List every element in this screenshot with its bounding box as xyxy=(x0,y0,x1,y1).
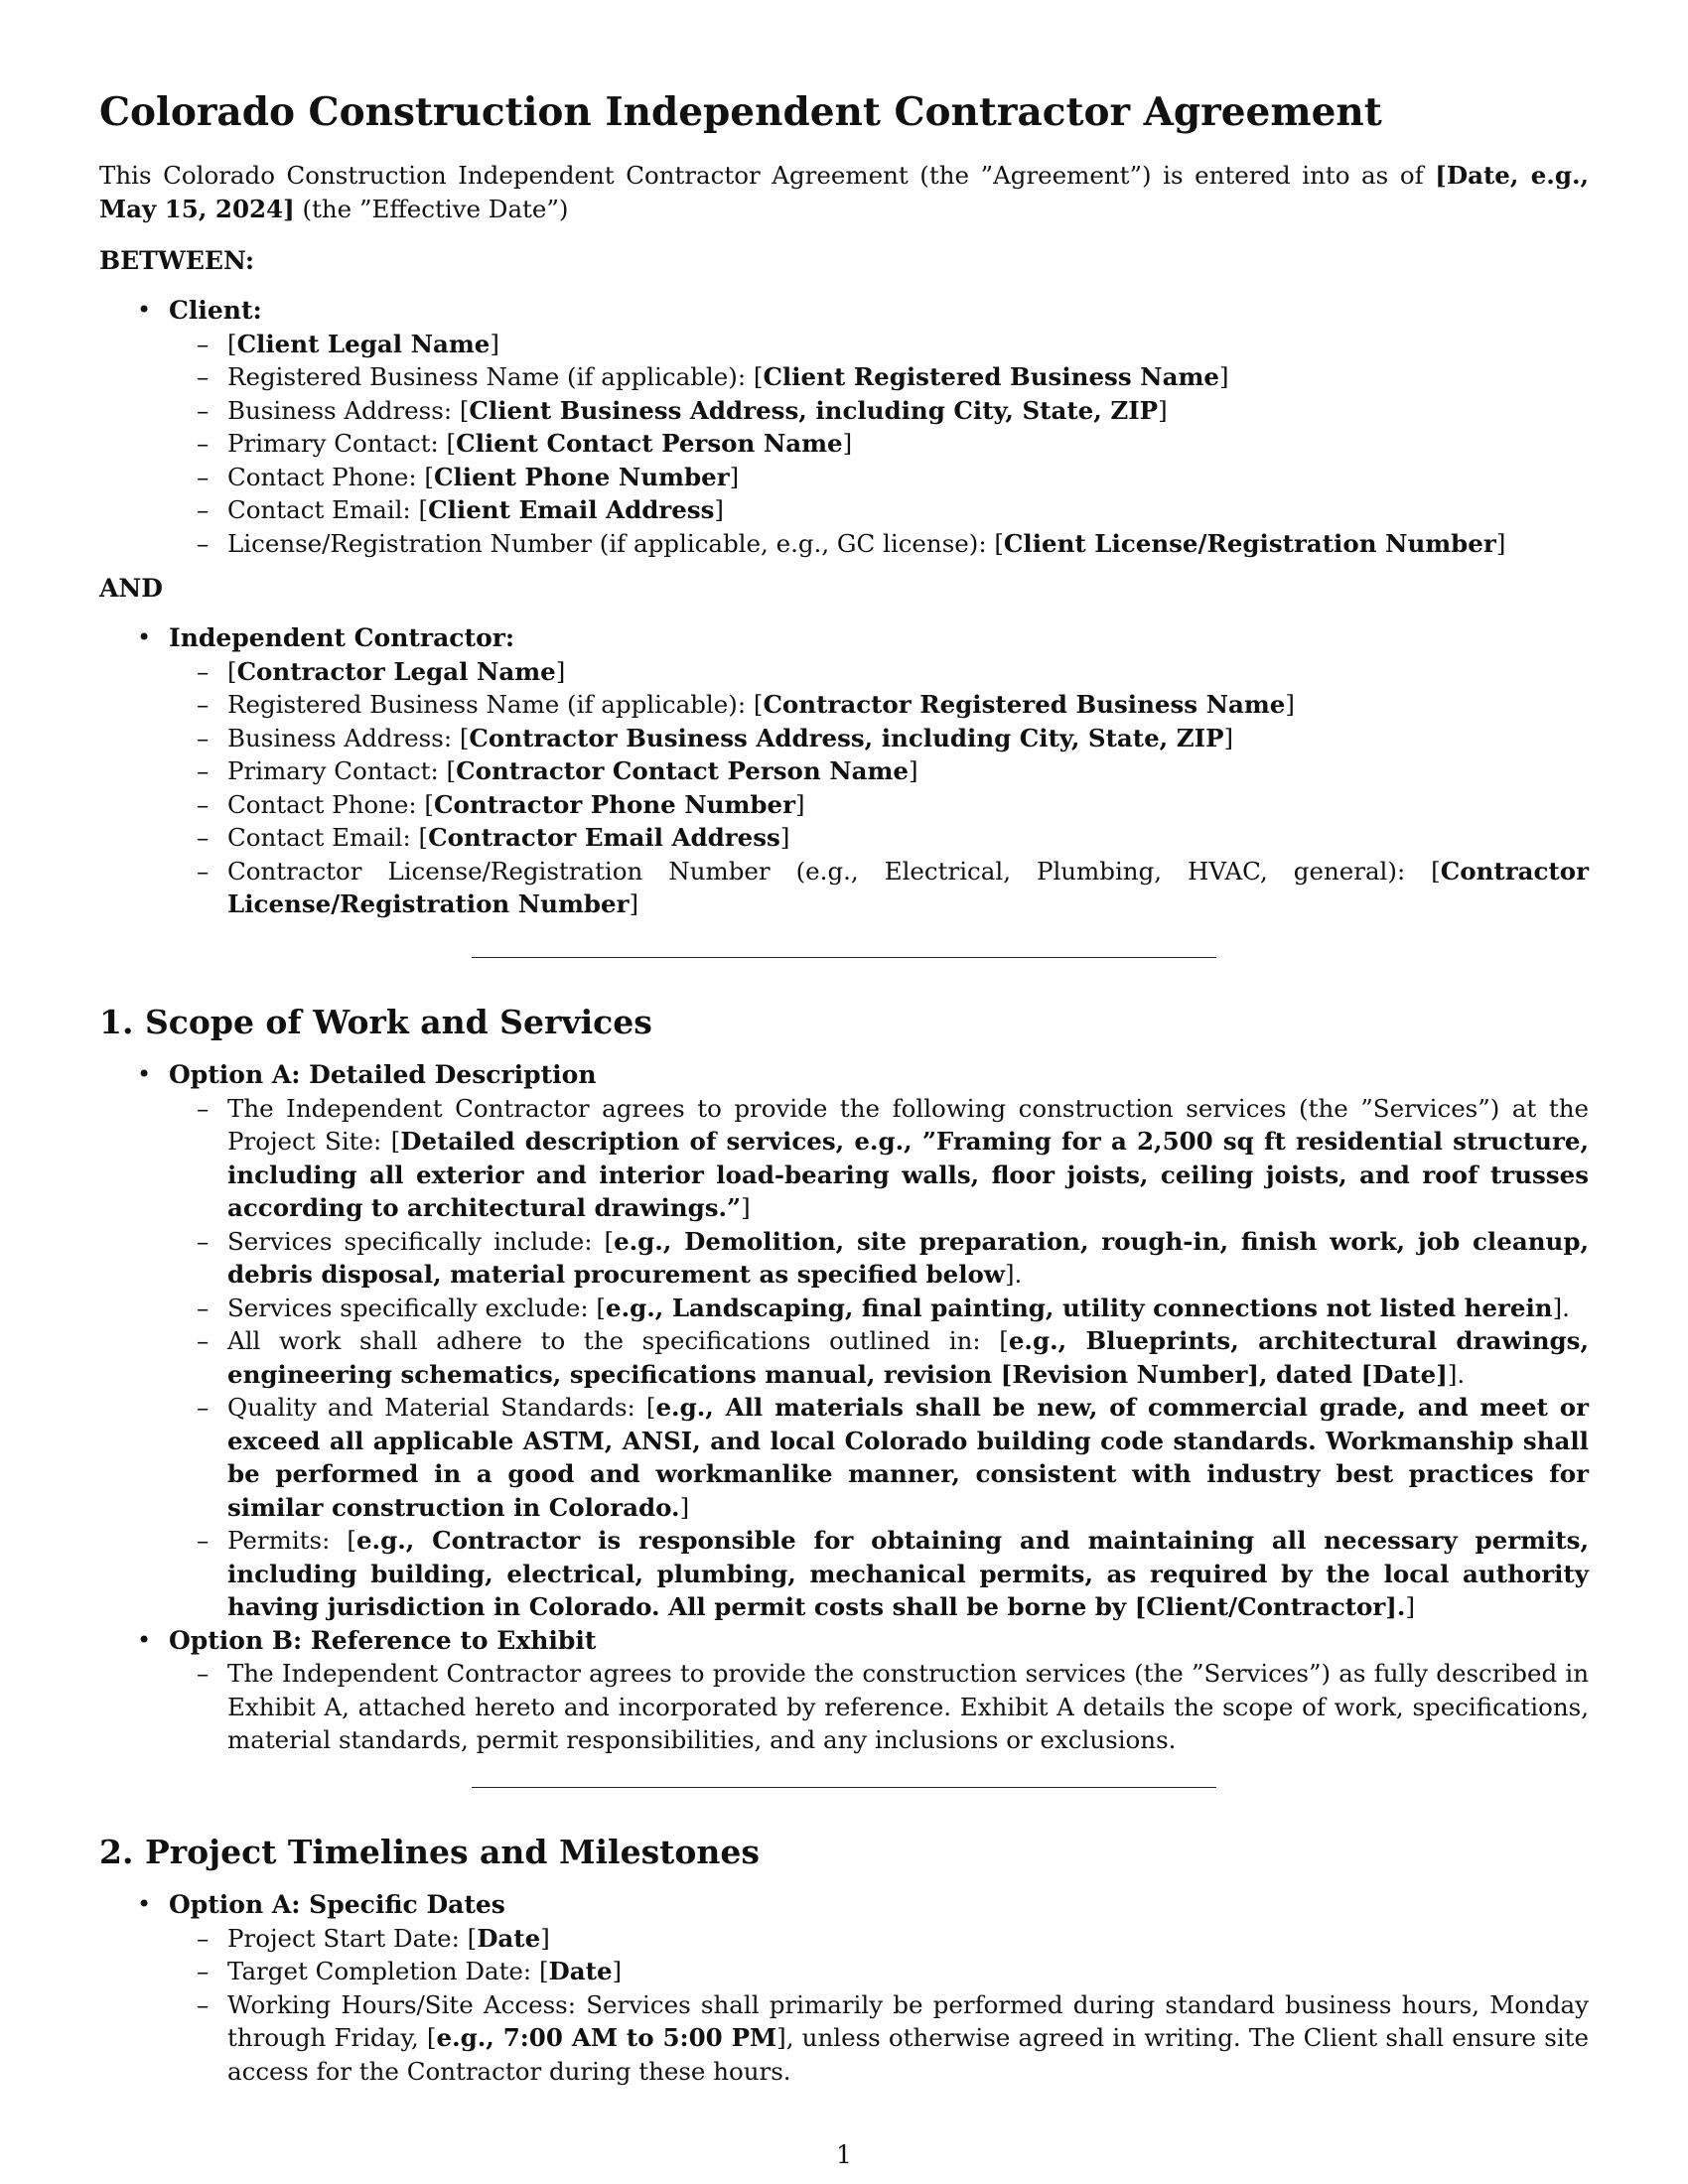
item-text: ]. xyxy=(1004,1260,1023,1289)
item-text: Registered Business Name (if applicable): [ xyxy=(227,690,764,719)
item-text: ] xyxy=(1405,1592,1415,1621)
placeholder-text: Client Email Address xyxy=(428,495,715,524)
list-item xyxy=(169,328,1589,361)
list-item xyxy=(169,1391,1589,1524)
item-text: ] xyxy=(842,429,853,458)
placeholder-text: Contractor Business Address, including City, State, ZIP xyxy=(469,723,1224,752)
client-party xyxy=(99,294,1589,560)
item-text: ] xyxy=(679,1492,690,1522)
item-text: Target Completion Date: [ xyxy=(227,1957,549,1985)
list-item xyxy=(169,1324,1589,1391)
section-1-options xyxy=(99,1058,1589,1757)
section-2-option-a xyxy=(99,1888,1589,2088)
list-item xyxy=(169,461,1589,494)
placeholder-text: Client License/Registration Number xyxy=(1003,528,1496,558)
item-text: Registered Business Name (if applicable): [ xyxy=(227,362,764,391)
placeholder-text: Client Registered Business Name xyxy=(763,362,1219,391)
placeholder-text: Contractor Contact Person Name xyxy=(456,756,910,785)
item-text: ] xyxy=(1495,528,1506,558)
item-text: ] xyxy=(795,789,805,819)
placeholder-text: Contractor Registered Business Name xyxy=(763,690,1286,719)
placeholder-text: Contractor Legal Name xyxy=(236,656,556,686)
placeholder-text: Contractor Email Address xyxy=(428,823,780,852)
list-item xyxy=(169,1955,1589,1988)
placeholder-text: Client Business Address, including City, State, ZIP xyxy=(469,395,1159,425)
list-item xyxy=(169,821,1589,855)
list-item xyxy=(169,688,1589,722)
item-text: ] xyxy=(490,329,499,358)
list-item xyxy=(169,1524,1589,1624)
intro-text-2: (the ”Effective Date”) xyxy=(294,194,569,223)
option-a-items xyxy=(169,1092,1589,1624)
placeholder-text: e.g., 7:00 AM to 5:00 PM xyxy=(436,2023,777,2052)
list-item xyxy=(169,360,1589,394)
placeholder-text: Date xyxy=(477,1923,541,1953)
item-text: Quality and Material Standards: [ xyxy=(227,1393,656,1422)
item-text: Contact Phone: [ xyxy=(227,789,434,819)
between-label: BETWEEN: xyxy=(99,246,255,275)
placeholder-text: Detailed description of services, e.g., ”Framing for a 2,500 sq ft residential structure, including all exterior and interior load-bearing walls, floor joists, ceiling joists, and roof trusses according to architectural drawings.” xyxy=(227,1127,1589,1222)
placeholder-text: Date xyxy=(548,1957,613,1985)
list-item xyxy=(169,527,1589,561)
item-text: ] xyxy=(1223,723,1234,752)
placeholder-text: e.g., Contractor is responsible for obtaining and maintaining all necessary permits, including building, electrical, plumbing, mechanical permits, as required by the local authority having jurisdiction in Colorado. All permit costs shall be borne by [Client/Contractor]. xyxy=(227,1526,1589,1621)
item-text: Contact Email: [ xyxy=(227,495,429,524)
placeholder-text: e.g., Blueprints, architectural drawings, engineering schematics, specifications manual, revision [Revision Number], dated [Date] xyxy=(227,1326,1589,1389)
placeholder-text: e.g., Demolition, site preparation, rough-in, finish work, job cleanup, debris disposal, material procurement as specified below xyxy=(227,1226,1589,1289)
intro-text-1: This Colorado Construction Independent Contractor Agreement (the ”Agreement”) is entered into as of xyxy=(99,161,1436,190)
item-text: ] xyxy=(612,1957,623,1985)
item-text: ]. xyxy=(1552,1293,1570,1322)
item-text: ] xyxy=(629,889,639,918)
item-text: ] xyxy=(1218,362,1229,391)
document-title: Colorado Construction Independent Contractor Agreement xyxy=(99,89,1382,135)
item-text: Contact Phone: [ xyxy=(227,462,434,491)
list-item xyxy=(169,655,1589,689)
placeholder-text: Client Legal Name xyxy=(236,329,491,358)
list-item xyxy=(169,394,1589,428)
list-item xyxy=(169,1988,1589,2089)
section-2-heading: 2. Project Timelines and Milestones xyxy=(99,1833,760,1871)
item-text: Services specifically exclude: [ xyxy=(227,1293,606,1322)
item-text: Working Hours/Site Access: Services shall primarily be performed during standard business hours, Monday through Friday, [ xyxy=(227,1989,1589,2052)
placeholder-text: Contractor License/Registration Number xyxy=(227,856,1589,918)
list-item xyxy=(169,1657,1589,1757)
contractor-list xyxy=(99,621,1589,921)
item-text: Business Address: [ xyxy=(227,395,470,425)
item-text: ] xyxy=(741,1193,751,1222)
contractor-details xyxy=(169,655,1589,921)
item-text: ] xyxy=(555,656,566,686)
item-text: ], unless otherwise agreed in writing. The Client shall ensure site access for the Contractor during these hours. xyxy=(227,2023,1589,2086)
list-item xyxy=(169,427,1589,461)
item-text: [ xyxy=(227,329,237,358)
list-item xyxy=(169,1092,1589,1225)
section-1-option-b xyxy=(99,1624,1589,1757)
intro-date-placeholder: [Date, e.g., May 15, 2024] xyxy=(99,161,1590,223)
item-text: ] xyxy=(779,823,790,852)
item-text: Contact Email: [ xyxy=(227,823,429,852)
client-label: • Client: xyxy=(169,296,262,325)
list-item xyxy=(169,1292,1589,1325)
item-text: Contractor License/Registration Number (e.g., Electrical, Plumbing, HVAC, general): [ xyxy=(227,856,1441,886)
placeholder-text: Client Phone Number xyxy=(433,462,730,491)
item-text: [ xyxy=(227,656,237,686)
placeholder-text: Contractor Phone Number xyxy=(433,789,796,819)
item-text: ]. xyxy=(1447,1359,1466,1389)
item-text: ] xyxy=(1158,395,1168,425)
item-text: Primary Contact: [ xyxy=(227,756,457,785)
section-2-options xyxy=(99,1888,1589,2088)
placeholder-text: Client Contact Person Name xyxy=(456,429,843,458)
page-number: 1 xyxy=(836,2140,852,2169)
item-text: ] xyxy=(909,756,918,785)
list-item xyxy=(169,788,1589,822)
list-item xyxy=(169,855,1589,921)
option-a-label: • Option A: Detailed Description xyxy=(169,1060,597,1089)
item-text: Primary Contact: [ xyxy=(227,429,457,458)
intro-paragraph xyxy=(99,159,1589,225)
list-item xyxy=(169,1225,1589,1292)
section-divider xyxy=(472,957,1216,958)
option-b-items xyxy=(169,1657,1589,1757)
list-item xyxy=(169,1922,1589,1956)
section-1-option-a xyxy=(99,1058,1589,1624)
section-divider xyxy=(472,1787,1216,1788)
item-text: All work shall adhere to the specifications outlined in: [ xyxy=(227,1326,1009,1355)
item-text: Services specifically include: [ xyxy=(227,1226,615,1256)
item-text: ] xyxy=(714,495,724,524)
item-text: ] xyxy=(729,462,740,491)
contractor-party xyxy=(99,621,1589,921)
list-item xyxy=(169,493,1589,527)
item-text: Project Start Date: [ xyxy=(227,1923,478,1953)
contractor-label: • Independent Contractor: xyxy=(169,623,515,652)
item-text: The Independent Contractor agrees to provide the construction services (the ”Services”) as fully described in Exhibit A, attached hereto and incorporated by reference. Exhibit A details the scope of work, specifications, material standards, permit responsibilities, and any inclusions or exclusions. xyxy=(227,1659,1589,1754)
item-text: ] xyxy=(540,1923,550,1953)
item-text: Permits: [ xyxy=(227,1526,356,1555)
option-b-label: • Option B: Reference to Exhibit xyxy=(169,1625,597,1655)
item-text: License/Registration Number (if applicable, e.g., GC license): [ xyxy=(227,528,1004,558)
option-a-label: • Option A: Specific Dates xyxy=(169,1890,505,1919)
and-label: AND xyxy=(99,574,163,603)
item-text: ] xyxy=(1285,690,1295,719)
item-text: The Independent Contractor agrees to provide the following construction services (the ”Services”) at the Project Site: [ xyxy=(227,1093,1589,1156)
list-item xyxy=(169,754,1589,788)
client-list xyxy=(99,294,1589,560)
section-1-heading: 1. Scope of Work and Services xyxy=(99,1003,652,1041)
placeholder-text: e.g., Landscaping, final painting, utility connections not listed herein xyxy=(605,1293,1553,1322)
client-details xyxy=(169,328,1589,561)
placeholder-text: e.g., All materials shall be new, of commercial grade, and meet or exceed all applicable ASTM, ANSI, and local Colorado building code standards. Workmanship shall be performed in a good and workmanlike manner, consistent with industry best practices for similar construction in Colorado. xyxy=(227,1393,1589,1522)
item-text: Business Address: [ xyxy=(227,723,470,752)
list-item xyxy=(169,722,1589,755)
option-a-items xyxy=(169,1922,1589,2089)
